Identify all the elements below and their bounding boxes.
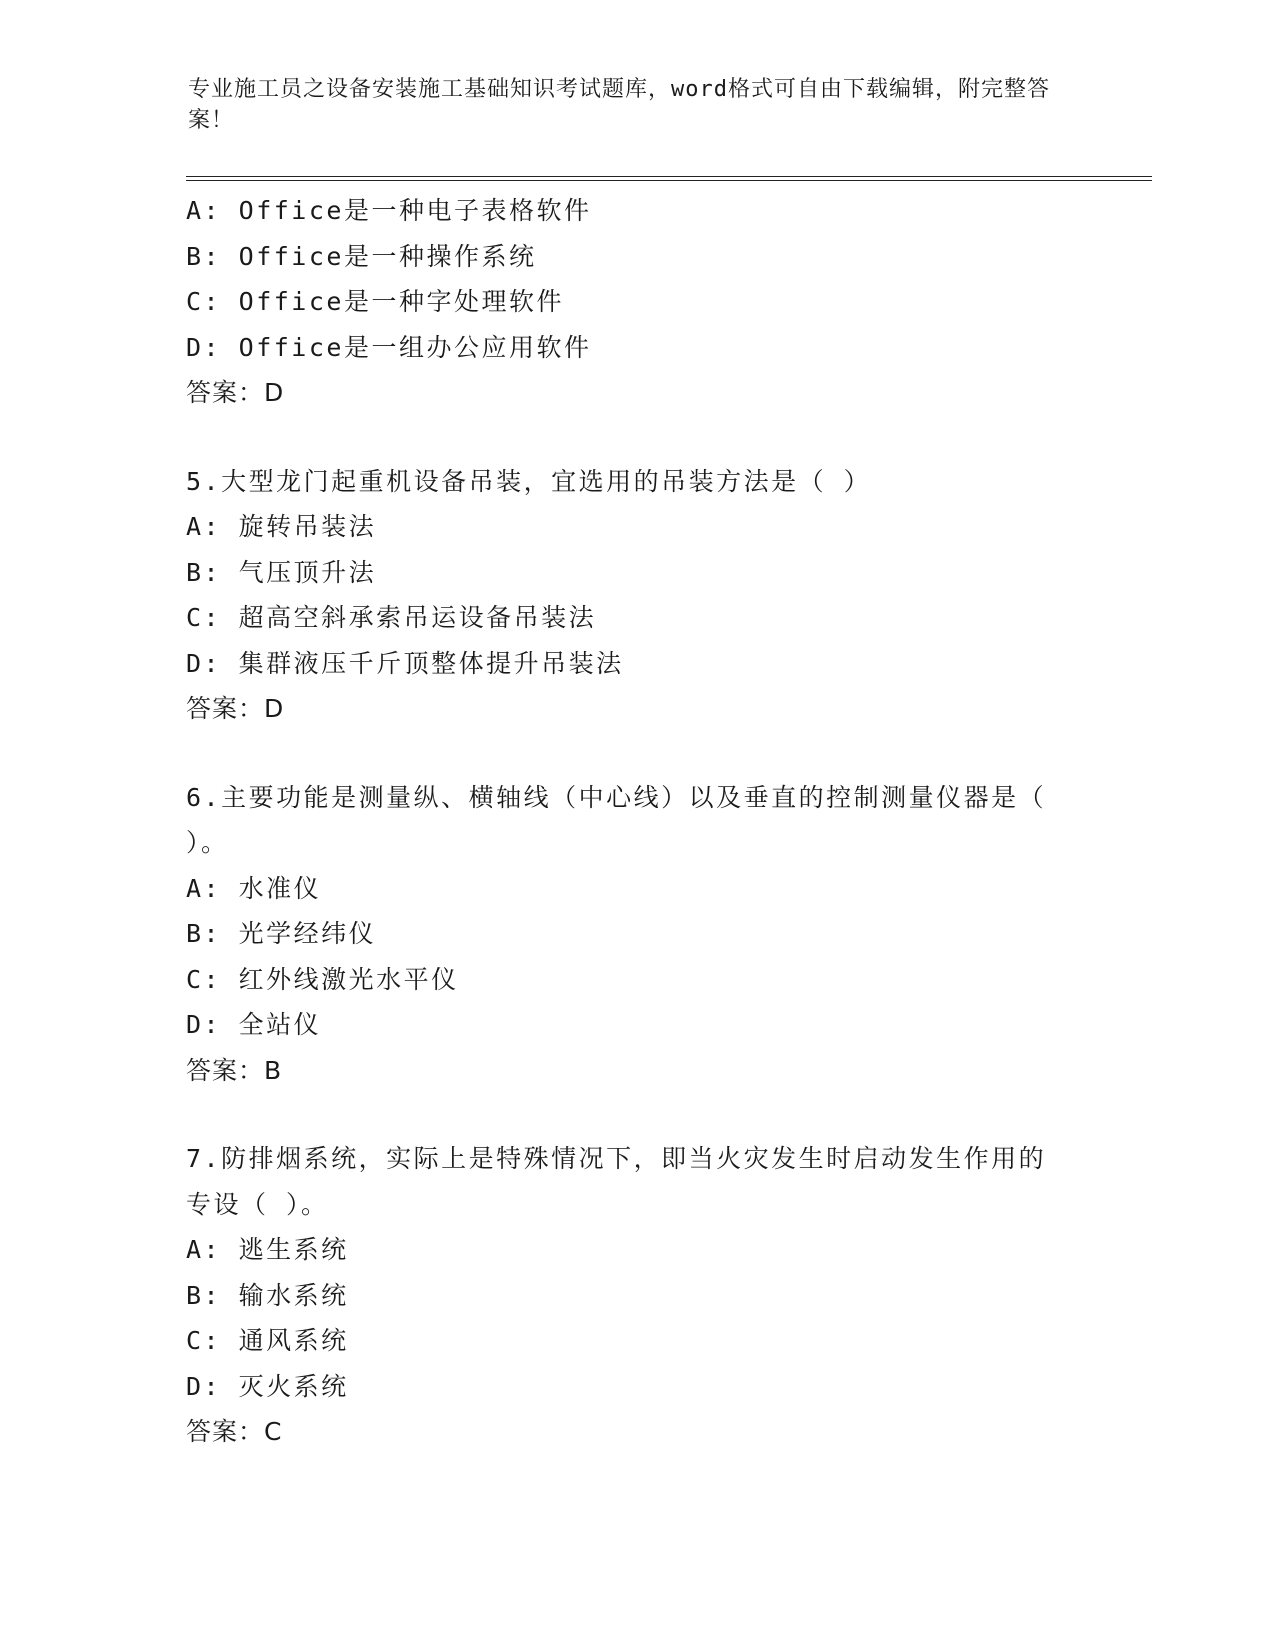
question-6 [186, 775, 1136, 1094]
question-stem: 6.主要功能是测量纵、横轴线（中心线）以及垂直的控制测量仪器是（ ）。 [186, 782, 1047, 857]
option-d: D: 全站仪 [186, 1010, 322, 1039]
question-4 [186, 188, 1136, 416]
question-stem: 7.防排烟系统，实际上是特殊情况下，即当火灾发生时启动发生作用的专设（ ）。 [186, 1144, 1047, 1219]
answer: 答案：C [186, 1417, 283, 1446]
option-d: D: 集群液压千斤顶整体提升吊装法 [186, 648, 624, 678]
option-c: C: 红外线激光水平仪 [186, 964, 459, 994]
option-c: C: Office是一种字处理软件 [186, 287, 564, 316]
option-a: A: 逃生系统 [186, 1235, 349, 1264]
option-d: D: Office是一组办公应用软件 [186, 332, 592, 362]
option-a: A: 旋转吊装法 [186, 512, 377, 541]
option-b: B: 光学经纬仪 [186, 919, 377, 948]
question-stem: 5.大型龙门起重机设备吊装，宜选用的吊装方法是（ ） [186, 466, 872, 496]
option-c: C: 超高空斜承索吊运设备吊装法 [186, 603, 597, 632]
option-b: B: 输水系统 [186, 1280, 349, 1310]
option-d: D: 灭火系统 [186, 1371, 349, 1401]
answer: 答案：B [186, 1055, 283, 1085]
option-a: A: Office是一种电子表格软件 [186, 196, 592, 225]
option-c: C: 通风系统 [186, 1326, 349, 1355]
answer: 答案：D [186, 694, 285, 723]
question-7 [186, 1136, 1136, 1455]
option-a: A: 水准仪 [186, 873, 322, 903]
answer: 答案：D [186, 378, 285, 407]
document-body [186, 188, 1136, 1455]
option-b: B: 气压顶升法 [186, 557, 377, 587]
question-5 [186, 459, 1136, 732]
option-b: B: Office是一种操作系统 [186, 241, 537, 271]
header-divider [186, 176, 1152, 181]
document-header: 专业施工员之设备安装施工基础知识考试题库，word格式可自由下载编辑，附完整答案！ [188, 77, 1050, 133]
